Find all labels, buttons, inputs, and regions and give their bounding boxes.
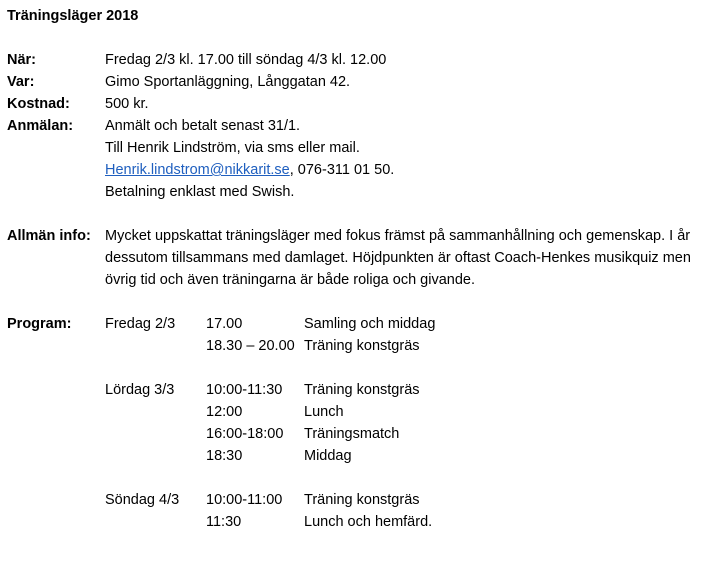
field-nar: [7, 49, 702, 71]
schedule-activity: Träningsmatch: [304, 426, 400, 442]
field-value-nar: Fredag 2/3 kl. 17.00 till söndag 4/3 kl. 12.00: [105, 52, 387, 68]
field-value-var: Gimo Sportanläggning, Långgatan 42.: [105, 74, 351, 90]
field-anmalan: [7, 115, 702, 137]
program-label: Program:: [7, 316, 72, 332]
schedule-row: [7, 423, 702, 445]
spacer: [7, 203, 702, 225]
schedule-time: 11:30: [206, 514, 242, 530]
schedule-time: 17.00: [206, 316, 243, 332]
schedule-day: Söndag 4/3: [105, 492, 180, 508]
program-section: [7, 313, 702, 533]
schedule-activity: Träning konstgräs: [304, 382, 420, 398]
spacer: [7, 357, 702, 379]
field-label-var: Var:: [7, 74, 35, 90]
schedule-row: [7, 379, 702, 401]
spacer: [7, 291, 702, 313]
schedule-row: [7, 335, 702, 357]
phone-number: , 076-311 01 50.: [289, 162, 395, 178]
schedule-activity: Träning konstgräs: [304, 338, 420, 354]
field-value-anmalan-2: Till Henrik Lindström, via sms eller mail.: [105, 140, 360, 156]
field-label-kostnad: Kostnad:: [7, 96, 70, 112]
info-text: Mycket uppskattat träningsläger med fokus främst på sammanhållning och gemenskap. I år dessutom tillsammans med damlaget. Höjdpunkten är oftast Coach-Henkes musikquiz men övrig tid och även träningarna är både roliga och givande.: [105, 228, 691, 288]
schedule-row: [7, 445, 702, 467]
field-anmalan-row2: [7, 137, 702, 159]
spacer: [7, 467, 702, 489]
schedule-activity: Lunch: [304, 404, 344, 420]
spacer: [7, 27, 702, 49]
document-title: Träningsläger 2018: [7, 8, 139, 24]
field-value-anmalan-1: Anmält och betalt senast 31/1.: [105, 118, 301, 134]
schedule-day: Lördag 3/3: [105, 382, 175, 398]
schedule-time: 10:00-11:00: [206, 492, 283, 508]
contact-line: [105, 159, 394, 181]
schedule-row: [7, 313, 702, 335]
schedule-row: [7, 401, 702, 423]
schedule-day: Fredag 2/3: [105, 316, 176, 332]
schedule-time: 12:00: [206, 404, 243, 420]
field-label-anmalan: Anmälan:: [7, 118, 74, 134]
schedule-row: [7, 489, 702, 511]
schedule-time: 18:30: [206, 448, 243, 464]
schedule-activity: Middag: [304, 448, 352, 464]
field-anmalan-row4: [7, 181, 702, 203]
field-label-nar: När:: [7, 52, 37, 68]
schedule-activity: Lunch och hemfärd.: [304, 514, 433, 530]
field-var: [7, 71, 702, 93]
schedule-row: [7, 511, 702, 533]
document: [7, 5, 702, 533]
field-anmalan-row3: [7, 159, 702, 181]
field-value-anmalan-4: Betalning enklast med Swish.: [105, 184, 295, 200]
schedule-time: 16:00-18:00: [206, 426, 284, 442]
email-link[interactable]: Henrik.lindstrom@nikkarit.se: [105, 162, 290, 178]
field-value-kostnad: 500 kr.: [105, 96, 149, 112]
info-section: [7, 225, 702, 291]
field-kostnad: [7, 93, 702, 115]
schedule-time: 10:00-11:30: [206, 382, 283, 398]
schedule-time: 18.30 – 20.00: [206, 338, 295, 354]
info-label: Allmän info:: [7, 228, 91, 244]
schedule-activity: Träning konstgräs: [304, 492, 420, 508]
schedule-activity: Samling och middag: [304, 316, 436, 332]
